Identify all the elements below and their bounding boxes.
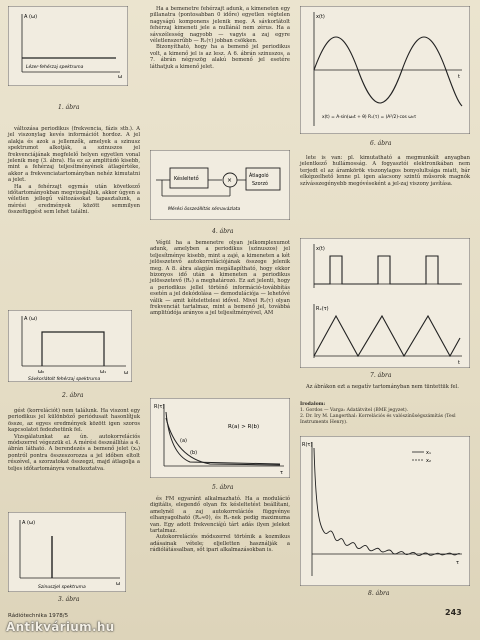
paragraph: lete is van: pl. kimutatható a megmunkált anyagban jelentkező hullámosság. A fogyasztói elektronikában nem terjedt el az áramkörök viszonylagos bonyolultsága miatt, bár elképzelhető lenne pl. igen alacsony szintű műsorok magnók szívásszegényebb megóvéseként a jel-zaj viszony javítása. xyxy=(300,155,470,187)
fig1-xlabel: ω xyxy=(118,74,123,80)
paragraph: változása periodikus (frekvencia, fázis stb.). A jel viszonylag kevés információt hordoz. A jel alakja és azok a jellemzők, amelyek a szinusz spektrumot alkotják, a szinuszos jel frekvenciájának megfelelő helyen egyetlen vonal jelenik meg (3. ábra). Ha ez az amplitúdó kisebb, mint a fehérzaj teljesítményének átlagértéke, akkor a frekvenciatartományban nehéz kimutatni a jelet. xyxy=(8,126,140,184)
references xyxy=(300,402,470,426)
fig5-xlabel: τ xyxy=(280,470,284,476)
figure-5-caption: 5. ábra xyxy=(212,484,234,491)
figure-2-bandlimited-noise-spectrum xyxy=(8,310,132,382)
figure-7-caption: 7. ábra xyxy=(370,372,392,379)
fig4-box-average: Átlagoló xyxy=(249,174,269,179)
figure-4-caption: 4. ábra xyxy=(212,228,234,235)
paragraph: Ha a fehérzajt egymás után következő időtartományokban megvizsgáljuk, akkor úgyen a véletlen jellegű változásokat tapasztalunk, a mérési eredmények között semmilyen összefüggést sem lehet találni. xyxy=(8,183,140,216)
figure-8-caption: 8. ábra xyxy=(368,590,390,597)
figure-1-white-noise-spectrum xyxy=(8,6,128,86)
page-number: 243 xyxy=(445,608,462,617)
fig2-label: Sávkorlátolt fehérzaj spektruma xyxy=(28,377,101,382)
column-3-text-b xyxy=(300,384,470,390)
fig6-formula: x(t) = A·sin(ω₀t + θ) Rₓ(τ) = (A²/2)·cos ω₀τ xyxy=(322,115,417,120)
watermark: Antikvárium.hu xyxy=(6,620,115,634)
fig2-omega0: ω₀ xyxy=(38,369,45,375)
paragraph: és FM egyaránt alkalmazható. Ha a moduláció digitális, elegendő olyan fix késleltetést beállítani, amelynél a zaj autokorrelációs függvénye elhanyagolható (Rₐ≈0), és Rₓ-nek pedig maximuma van. Egy adott frekvenciájú tárt adás ilyen jeleket tartalmaz. xyxy=(150,496,290,535)
figure-6-sine-autocorrelation xyxy=(300,6,470,134)
fig2-omega1: ω₁ xyxy=(100,369,107,375)
fig1-label: Lézer-fehérzaj spektruma xyxy=(26,65,84,70)
paragraph: Bizonyítható, hogy ha a bemenő jel periodikus volt, a kimenő jel is az lesz. A 6. ábrán szinuszos, a 7. ábrán négyszög alakú bemenő jel esetére láthatjuk a kimenő jelet. xyxy=(150,44,290,70)
fig5-legend: R(a) > R(b) xyxy=(228,424,260,430)
column-1-text-b xyxy=(8,408,140,472)
fig8-legend-1: x₁ xyxy=(426,450,431,456)
fig1-ylabel: A (ω) xyxy=(24,14,38,20)
reference-item: 1. Gordos — Varga: Adatátvitel (BME jegyzet). xyxy=(300,408,409,413)
paragraph: Autokorrelációs módszerrel történik a kozmikus adásainak vétele; eljelletten használják a rádiólátássalban, sőt ipari alkalmazásokban is. xyxy=(150,534,290,554)
fig7-xlabel: t xyxy=(458,360,460,366)
figure-1-caption: 1. ábra xyxy=(58,104,80,111)
paragraph: Ha a bemenetre fehérzajt adunk, a kimeneten egy pillanatra (pontosabban 0 időre) egyetlen végtelen nagyságú komponens jelenik meg. A sávkorlátolt fehérzaj kimeneti jele a nullánál nem zérus. Ha a sávszélesség nagyobb — vagyis a zaj egyre véletlenszerűbb — Rₓ(τ) jobban csökken. xyxy=(150,6,290,45)
fig5-mark-b: (b) xyxy=(190,450,198,456)
references-heading: Irodalom: xyxy=(300,402,326,407)
figure-6-caption: 6. ábra xyxy=(370,140,392,147)
paragraph: Vizsgálatunkat az ún. autokorrelációs módszerrel végezzük el. A mérési összeállítás a 4. ábrán látható. A berendezés a bemenő jelet (xₐ) pontról pontra összeszorozza a jel időben eltolt részével, a szorzatokat összegzi, majd átlagolja a teljes időtartományra vonatkoztatva. xyxy=(8,433,140,472)
svg-text:×: × xyxy=(227,177,233,184)
fig8-xlabel: τ xyxy=(456,560,460,566)
fig3-ylabel: A (ω) xyxy=(22,520,36,526)
paragraph: Végül ha a bemenetre olyan jelkomplexumot adunk, amelyben a periodikus (szinuszos) jel teljesítménye kisebb, mint a zajé, a kimeneten a két jelösszetevő autokorrelációjának összege jelenik meg. A 8. ábra alapján megállapítható, hogy ekkor bizonyos idő után a kimeneten a periodikus jelösszetevő (Rₓ) a meghatározó. Ez azt jelenti, hogy a periodikus jellel történő információ-továbbítás esetén a jel dekódolása — demodulációja — lehetővé válik — amit kételettelesi idővel. Mivel Rₓ(τ) olyan frekvenciát tartalmaz, mint a bemenő jel, továbbá amplitúdója arányos a jel teljesítményével, AM xyxy=(150,240,290,317)
figure-3-sine-spectrum xyxy=(8,512,126,592)
column-1-text-a xyxy=(8,126,140,216)
fig8-legend-2: x₂ xyxy=(426,458,431,464)
fig4-box-multiply: Szorzó xyxy=(252,182,268,187)
fig7-ylabel-a: x(t) xyxy=(316,246,325,252)
fig6-ylabel: x(t) xyxy=(316,14,325,20)
fig7-ylabel-b: Rₓ(τ) xyxy=(316,306,329,312)
column-2-text-c xyxy=(150,496,290,554)
figure-4-measurement-setup xyxy=(150,150,290,220)
figure-3-caption: 3. ábra xyxy=(58,596,80,603)
column-2-text-a xyxy=(150,6,290,70)
fig2-ylabel: A (ω) xyxy=(24,316,38,322)
fig8-ylabel: R(τ) xyxy=(302,442,313,448)
reference-item: 2. Dr. Iry M. Langerthal: Korrelációs és valószínűségszámítás (Tesl Instruments Henry). xyxy=(300,414,456,425)
column-3-text-a xyxy=(300,155,470,187)
fig5-ylabel: R(τ) xyxy=(154,404,165,410)
column-2-text-b xyxy=(150,240,290,317)
figure-2-caption: 2. ábra xyxy=(62,392,84,399)
fig4-label: Mérési összeállítás sémavázlata xyxy=(168,207,241,212)
paragraph: Az ábrákon ezt a negatív tartományban nem tüntettük fel. xyxy=(306,384,459,390)
fig4-box-delay: Késleltető xyxy=(174,176,199,182)
fig6-xlabel: t xyxy=(458,74,460,80)
fig3-label: Szinuszjel spektruma xyxy=(38,585,86,590)
paragraph: gést (korrelációt) nem találunk. Ha viszont egy periodikus jel különböző periódusait hasonlítjuk össze, az egyes eredmények között igen szoros kapcsolatot fedezhetünk fel. xyxy=(8,408,140,434)
fig2-xlabel: ω xyxy=(124,370,129,376)
figure-8-signal-plus-noise-autocorrelation xyxy=(300,436,470,586)
fig5-mark-a: (a) xyxy=(180,438,187,444)
fig3-xlabel: ω xyxy=(116,581,121,587)
journal-footer: Rádiótechnika 1978/5 xyxy=(8,613,69,619)
figure-7-square-wave-autocorrelation xyxy=(300,238,470,368)
figure-5-autocorrelation-noise xyxy=(150,398,290,478)
